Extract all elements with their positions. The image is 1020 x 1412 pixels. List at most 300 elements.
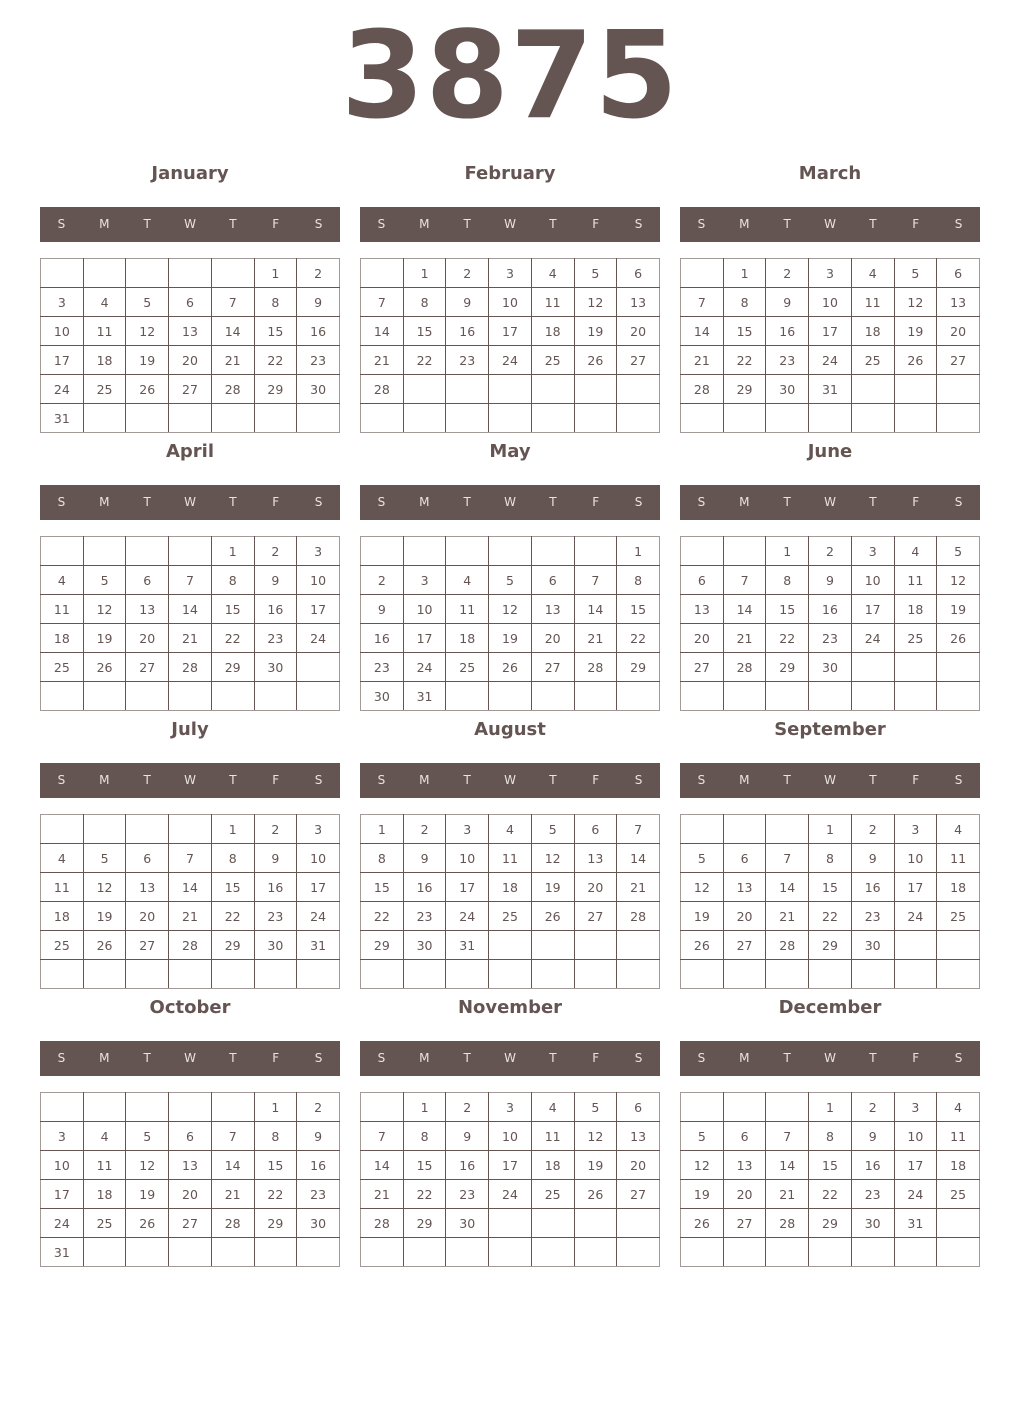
day-cell: 17 — [41, 346, 84, 375]
empty-day-cell — [126, 404, 169, 433]
day-cell: 26 — [489, 653, 532, 682]
day-cell: 26 — [83, 931, 126, 960]
day-cell: 24 — [403, 653, 446, 682]
empty-day-cell — [681, 815, 724, 844]
day-cell: 1 — [403, 259, 446, 288]
day-cell: 19 — [937, 595, 980, 624]
day-cell: 1 — [403, 1093, 446, 1122]
day-cell: 6 — [681, 566, 724, 595]
day-grid — [360, 258, 660, 433]
week-row — [361, 931, 660, 960]
day-cell: 15 — [361, 873, 404, 902]
day-cell: 7 — [766, 844, 809, 873]
day-cell: 12 — [681, 1151, 724, 1180]
day-cell: 16 — [446, 317, 489, 346]
weekday-label: M — [99, 495, 110, 509]
empty-day-cell — [723, 682, 766, 711]
day-cell: 5 — [894, 259, 937, 288]
day-cell: 30 — [361, 682, 404, 711]
empty-day-cell — [361, 404, 404, 433]
empty-day-cell — [531, 682, 574, 711]
day-cell: 6 — [531, 566, 574, 595]
weekday-label: M — [739, 495, 750, 509]
day-cell: 23 — [254, 902, 297, 931]
empty-day-cell — [574, 931, 617, 960]
day-cell: 18 — [41, 902, 84, 931]
week-row — [41, 844, 340, 873]
day-cell: 9 — [766, 288, 809, 317]
day-cell: 1 — [254, 259, 297, 288]
day-cell: 22 — [403, 1180, 446, 1209]
day-cell: 15 — [617, 595, 660, 624]
week-row — [41, 1122, 340, 1151]
day-cell: 24 — [489, 346, 532, 375]
day-grid — [680, 1092, 980, 1267]
day-cell: 18 — [531, 1151, 574, 1180]
day-cell: 15 — [723, 317, 766, 346]
day-cell: 7 — [617, 815, 660, 844]
week-row — [681, 375, 980, 404]
day-cell: 12 — [126, 317, 169, 346]
day-cell: 5 — [681, 844, 724, 873]
day-cell: 26 — [531, 902, 574, 931]
empty-day-cell — [617, 404, 660, 433]
day-cell: 11 — [83, 317, 126, 346]
day-cell: 8 — [254, 1122, 297, 1151]
day-cell: 25 — [41, 653, 84, 682]
empty-day-cell — [211, 1238, 254, 1267]
day-cell: 2 — [766, 259, 809, 288]
empty-day-cell — [297, 682, 340, 711]
day-cell: 15 — [254, 1151, 297, 1180]
day-cell: 10 — [894, 844, 937, 873]
day-cell: 13 — [531, 595, 574, 624]
weekday-label: T — [549, 217, 557, 231]
week-row — [41, 566, 340, 595]
week-row — [681, 653, 980, 682]
day-cell: 10 — [489, 288, 532, 317]
day-grid — [40, 536, 340, 711]
day-cell: 5 — [937, 537, 980, 566]
day-cell: 8 — [766, 566, 809, 595]
empty-day-cell — [446, 375, 489, 404]
day-cell: 17 — [894, 1151, 937, 1180]
weekday-label: S — [697, 773, 706, 787]
weekday-label: S — [314, 495, 323, 509]
week-row — [41, 1209, 340, 1238]
day-cell: 17 — [297, 873, 340, 902]
day-cell: 24 — [894, 1180, 937, 1209]
day-cell: 11 — [937, 844, 980, 873]
weekday-label: S — [377, 1051, 386, 1065]
day-cell: 24 — [446, 902, 489, 931]
weekday-header — [360, 207, 660, 242]
weekday-label: M — [739, 217, 750, 231]
empty-day-cell — [574, 404, 617, 433]
day-cell: 10 — [41, 317, 84, 346]
day-cell: 2 — [851, 1093, 894, 1122]
weekday-label: M — [99, 217, 110, 231]
empty-day-cell — [83, 682, 126, 711]
day-cell: 13 — [723, 1151, 766, 1180]
week-row — [361, 537, 660, 566]
empty-day-cell — [766, 1093, 809, 1122]
empty-day-cell — [531, 375, 574, 404]
week-row — [41, 1238, 340, 1267]
day-cell: 21 — [574, 624, 617, 653]
day-cell: 24 — [851, 624, 894, 653]
day-cell: 1 — [254, 1093, 297, 1122]
day-cell: 16 — [254, 873, 297, 902]
weekday-label: S — [314, 1051, 323, 1065]
empty-day-cell — [126, 815, 169, 844]
empty-day-cell — [403, 1238, 446, 1267]
day-cell: 4 — [894, 537, 937, 566]
day-cell: 28 — [361, 375, 404, 404]
empty-day-cell — [574, 682, 617, 711]
weekday-label: S — [377, 773, 386, 787]
day-cell: 30 — [851, 1209, 894, 1238]
day-cell: 30 — [446, 1209, 489, 1238]
day-cell: 3 — [489, 259, 532, 288]
day-cell: 6 — [617, 1093, 660, 1122]
day-cell: 26 — [681, 1209, 724, 1238]
month-title: November — [457, 997, 563, 1018]
day-cell: 10 — [297, 566, 340, 595]
week-row — [41, 931, 340, 960]
week-row — [361, 1180, 660, 1209]
empty-day-cell — [574, 537, 617, 566]
empty-day-cell — [851, 682, 894, 711]
day-cell: 2 — [254, 537, 297, 566]
day-cell: 8 — [617, 566, 660, 595]
empty-day-cell — [169, 1093, 212, 1122]
day-cell: 20 — [617, 1151, 660, 1180]
day-cell: 10 — [851, 566, 894, 595]
day-cell: 18 — [937, 1151, 980, 1180]
day-cell: 2 — [446, 1093, 489, 1122]
day-cell: 9 — [851, 1122, 894, 1151]
weekday-header — [40, 207, 340, 242]
day-cell: 2 — [446, 259, 489, 288]
day-cell: 23 — [297, 1180, 340, 1209]
empty-day-cell — [169, 537, 212, 566]
day-cell: 28 — [211, 375, 254, 404]
day-cell: 27 — [126, 653, 169, 682]
day-cell: 29 — [723, 375, 766, 404]
week-row — [361, 653, 660, 682]
weekday-label: F — [912, 495, 920, 509]
empty-day-cell — [446, 537, 489, 566]
day-cell: 14 — [681, 317, 724, 346]
empty-day-cell — [574, 375, 617, 404]
weekday-label: T — [463, 495, 471, 509]
empty-day-cell — [937, 653, 980, 682]
weekday-label: S — [57, 1051, 66, 1065]
day-cell: 29 — [809, 931, 852, 960]
empty-day-cell — [297, 404, 340, 433]
day-cell: 18 — [894, 595, 937, 624]
day-cell: 20 — [169, 1180, 212, 1209]
day-cell: 15 — [403, 1151, 446, 1180]
weekday-label: T — [229, 217, 237, 231]
day-cell: 10 — [41, 1151, 84, 1180]
weekday-label: T — [143, 495, 151, 509]
day-cell: 25 — [894, 624, 937, 653]
weekday-label: W — [824, 773, 836, 787]
empty-day-cell — [254, 960, 297, 989]
week-row — [361, 1122, 660, 1151]
weekday-header — [680, 485, 980, 520]
day-cell: 28 — [574, 653, 617, 682]
day-cell: 27 — [723, 1209, 766, 1238]
empty-day-cell — [894, 375, 937, 404]
day-cell: 16 — [851, 873, 894, 902]
week-row — [41, 404, 340, 433]
day-cell: 27 — [723, 931, 766, 960]
day-cell: 8 — [723, 288, 766, 317]
weekday-label: S — [634, 495, 643, 509]
day-cell: 16 — [851, 1151, 894, 1180]
day-cell: 16 — [766, 317, 809, 346]
day-cell: 31 — [809, 375, 852, 404]
empty-day-cell — [297, 1238, 340, 1267]
month-title: January — [151, 163, 229, 184]
day-cell: 27 — [126, 931, 169, 960]
day-cell: 27 — [617, 1180, 660, 1209]
day-cell: 21 — [361, 346, 404, 375]
day-cell: 9 — [254, 566, 297, 595]
day-cell: 18 — [489, 873, 532, 902]
day-cell: 4 — [83, 288, 126, 317]
weekday-label: M — [419, 1051, 430, 1065]
weekday-label: F — [592, 217, 600, 231]
day-cell: 23 — [254, 624, 297, 653]
week-row — [361, 346, 660, 375]
week-row — [361, 1238, 660, 1267]
day-cell: 2 — [809, 537, 852, 566]
empty-day-cell — [83, 259, 126, 288]
day-cell: 6 — [126, 844, 169, 873]
weekday-label: S — [314, 217, 323, 231]
day-cell: 23 — [361, 653, 404, 682]
day-cell: 11 — [83, 1151, 126, 1180]
day-cell: 3 — [809, 259, 852, 288]
day-cell: 9 — [361, 595, 404, 624]
week-row — [41, 1093, 340, 1122]
month-title: June — [807, 441, 853, 462]
weekday-label: F — [912, 1051, 920, 1065]
empty-day-cell — [723, 1093, 766, 1122]
empty-day-cell — [41, 815, 84, 844]
empty-day-cell — [169, 815, 212, 844]
empty-day-cell — [41, 259, 84, 288]
day-cell: 17 — [41, 1180, 84, 1209]
day-cell: 25 — [851, 346, 894, 375]
day-cell: 14 — [574, 595, 617, 624]
day-cell: 22 — [617, 624, 660, 653]
week-row — [361, 844, 660, 873]
weekday-label: W — [504, 773, 516, 787]
week-row — [41, 902, 340, 931]
day-cell: 19 — [83, 902, 126, 931]
weekday-header — [40, 763, 340, 798]
week-row — [361, 1093, 660, 1122]
day-cell: 11 — [937, 1122, 980, 1151]
empty-day-cell — [766, 404, 809, 433]
week-row — [681, 1238, 980, 1267]
day-cell: 27 — [937, 346, 980, 375]
weekday-label: S — [634, 1051, 643, 1065]
empty-day-cell — [937, 1209, 980, 1238]
day-cell: 2 — [851, 815, 894, 844]
day-cell: 3 — [41, 1122, 84, 1151]
day-cell: 15 — [211, 595, 254, 624]
weekday-header — [680, 207, 980, 242]
week-row — [681, 1180, 980, 1209]
empty-day-cell — [211, 1093, 254, 1122]
month-title: October — [149, 997, 231, 1018]
day-cell: 8 — [361, 844, 404, 873]
empty-day-cell — [937, 375, 980, 404]
empty-day-cell — [894, 653, 937, 682]
day-cell: 10 — [403, 595, 446, 624]
weekday-label: S — [954, 773, 963, 787]
week-row — [681, 259, 980, 288]
day-cell: 12 — [894, 288, 937, 317]
weekday-label: T — [463, 773, 471, 787]
week-row — [681, 931, 980, 960]
day-grid — [680, 814, 980, 989]
empty-day-cell — [41, 537, 84, 566]
day-cell: 12 — [126, 1151, 169, 1180]
day-grid — [680, 258, 980, 433]
day-cell: 14 — [766, 1151, 809, 1180]
day-cell: 9 — [446, 1122, 489, 1151]
month-title: September — [774, 719, 886, 740]
day-cell: 13 — [126, 873, 169, 902]
weekday-label: T — [463, 1051, 471, 1065]
weekday-header — [680, 763, 980, 798]
day-cell: 1 — [211, 537, 254, 566]
day-cell: 28 — [169, 931, 212, 960]
day-cell: 1 — [361, 815, 404, 844]
day-cell: 6 — [169, 1122, 212, 1151]
day-cell: 23 — [297, 346, 340, 375]
day-cell: 23 — [403, 902, 446, 931]
empty-day-cell — [766, 960, 809, 989]
weekday-label: T — [869, 1051, 877, 1065]
day-cell: 8 — [809, 1122, 852, 1151]
empty-day-cell — [169, 960, 212, 989]
weekday-label: S — [377, 217, 386, 231]
empty-day-cell — [617, 682, 660, 711]
empty-day-cell — [126, 537, 169, 566]
week-row — [361, 902, 660, 931]
day-cell: 16 — [297, 1151, 340, 1180]
week-row — [681, 346, 980, 375]
empty-day-cell — [937, 682, 980, 711]
day-cell: 13 — [617, 1122, 660, 1151]
day-cell: 5 — [531, 815, 574, 844]
day-cell: 26 — [574, 1180, 617, 1209]
week-row — [361, 1151, 660, 1180]
day-cell: 30 — [297, 375, 340, 404]
day-cell: 27 — [574, 902, 617, 931]
day-cell: 20 — [617, 317, 660, 346]
empty-day-cell — [169, 259, 212, 288]
weekday-label: M — [419, 217, 430, 231]
empty-day-cell — [531, 1209, 574, 1238]
weekday-header — [360, 763, 660, 798]
day-cell: 8 — [809, 844, 852, 873]
day-cell: 16 — [809, 595, 852, 624]
weekday-label: T — [549, 495, 557, 509]
month-title: August — [474, 719, 546, 740]
day-cell: 21 — [766, 902, 809, 931]
week-row — [41, 288, 340, 317]
empty-day-cell — [403, 375, 446, 404]
empty-day-cell — [851, 960, 894, 989]
empty-day-cell — [83, 1238, 126, 1267]
weekday-label: M — [419, 773, 430, 787]
day-cell: 4 — [446, 566, 489, 595]
day-cell: 22 — [211, 902, 254, 931]
month-title: July — [171, 719, 209, 740]
empty-day-cell — [126, 960, 169, 989]
empty-day-cell — [851, 404, 894, 433]
day-cell: 18 — [83, 1180, 126, 1209]
day-cell: 29 — [766, 653, 809, 682]
day-cell: 16 — [361, 624, 404, 653]
day-cell: 14 — [617, 844, 660, 873]
empty-day-cell — [361, 537, 404, 566]
day-cell: 5 — [574, 1093, 617, 1122]
day-cell: 4 — [937, 1093, 980, 1122]
day-cell: 9 — [297, 1122, 340, 1151]
day-cell: 30 — [851, 931, 894, 960]
empty-day-cell — [83, 404, 126, 433]
day-cell: 25 — [446, 653, 489, 682]
empty-day-cell — [403, 537, 446, 566]
day-cell: 23 — [851, 902, 894, 931]
month-title: February — [464, 163, 556, 184]
weekday-label: T — [229, 495, 237, 509]
day-cell: 17 — [297, 595, 340, 624]
day-cell: 3 — [851, 537, 894, 566]
day-cell: 21 — [681, 346, 724, 375]
week-row — [41, 317, 340, 346]
day-cell: 6 — [937, 259, 980, 288]
empty-day-cell — [83, 960, 126, 989]
day-cell: 6 — [126, 566, 169, 595]
empty-day-cell — [809, 960, 852, 989]
day-cell: 1 — [211, 815, 254, 844]
month-title: March — [798, 163, 862, 184]
day-cell: 30 — [766, 375, 809, 404]
day-cell: 21 — [617, 873, 660, 902]
weekday-label: S — [57, 217, 66, 231]
week-row — [361, 288, 660, 317]
weekday-label: F — [272, 217, 280, 231]
weekday-header — [360, 1041, 660, 1076]
week-row — [361, 815, 660, 844]
empty-day-cell — [446, 682, 489, 711]
weekday-label: T — [229, 1051, 237, 1065]
day-cell: 7 — [211, 288, 254, 317]
weekday-label: T — [783, 495, 791, 509]
day-cell: 11 — [851, 288, 894, 317]
